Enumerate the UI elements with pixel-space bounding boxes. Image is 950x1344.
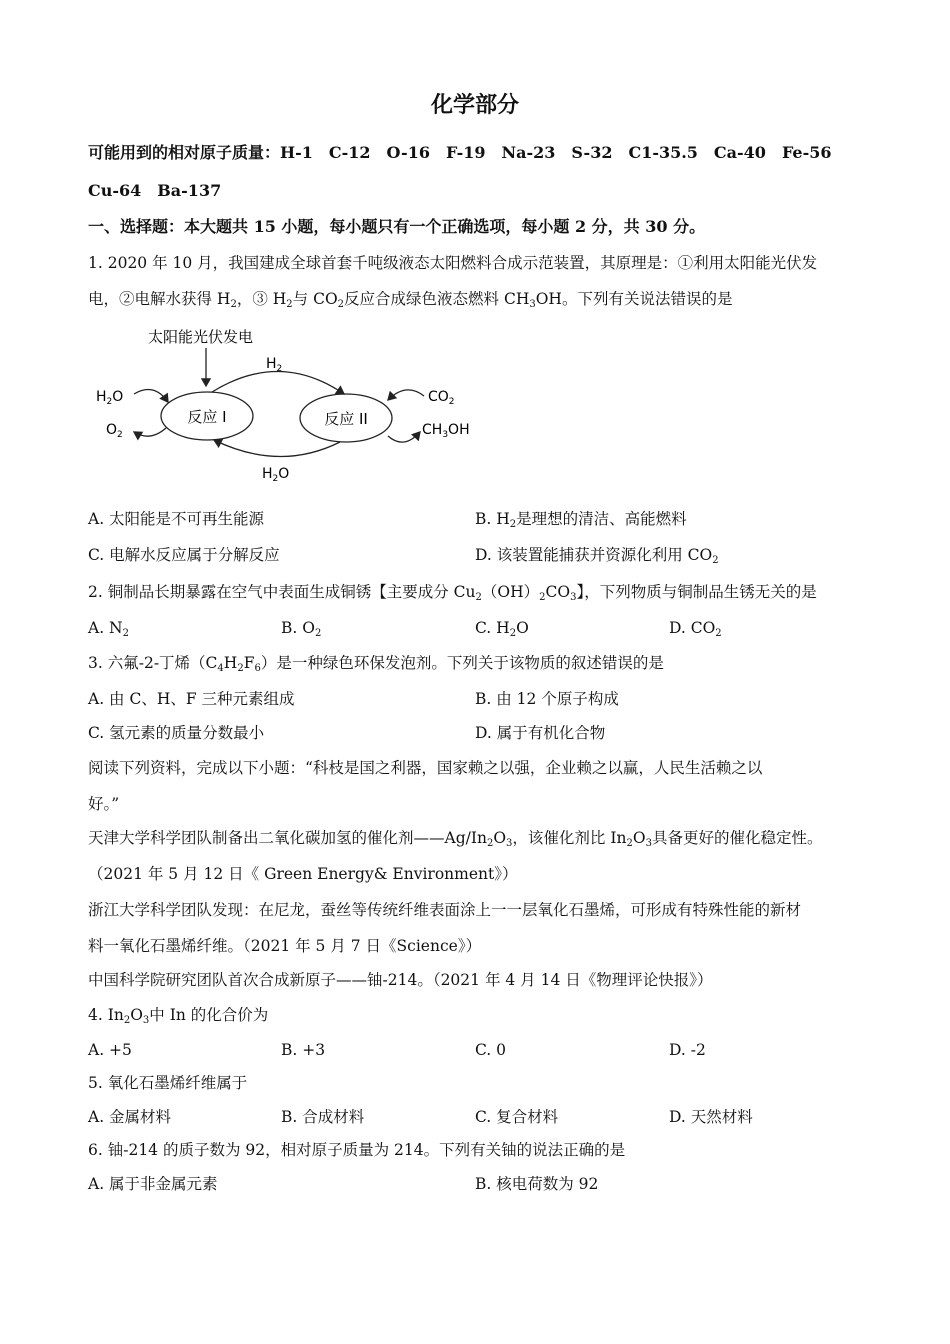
q1-stem-line-2: 电，②电解水获得 $H_2$，③ $H_2$与 $CO_2$反应合成绿色液态燃料 $CH_3OH$。下列有关说法错误的是: [88, 290, 733, 310]
reaction-1-label: 反应 I: [187, 408, 227, 426]
q1-option-c[interactable]: C. 电解水反应属于分解反应: [88, 546, 280, 564]
q3-option-a[interactable]: A. 由 C、H、F 三种元素组成: [88, 690, 295, 708]
q1-stem-line-1: 1. 2020 年 10 月，我国建成全球首套千吨级液态太阳燃料合成示范装置，其原理是：①利用太阳能光伏发: [88, 254, 818, 272]
q6-option-a[interactable]: A. 属于非金属元素: [88, 1175, 218, 1193]
atomic-masses-line-1: 可能用到的相对原子质量：H-1 C-12 O-16 F-19 Na-23 S-32 C1-35.5 Ca-40 Fe-56: [88, 143, 832, 162]
h2o-in-arrow: [134, 390, 168, 403]
q2-option-b[interactable]: B. $O_2$: [281, 619, 322, 639]
q4-option-a[interactable]: A. +5: [88, 1041, 132, 1059]
h2o-return-arrow: [214, 440, 340, 457]
h2-arrow: [212, 371, 344, 394]
q3-stem: 3. 六氟-2-丁烯$(C_4H_2F_6)$是一种绿色环保发泡剂。下列关于该物质的叙述错误的是: [88, 654, 664, 674]
q4-option-b[interactable]: B. +3: [281, 1041, 326, 1059]
q4-option-c[interactable]: C. 0: [475, 1041, 507, 1059]
reaction-2-label: 反应 II: [324, 410, 368, 428]
q6-stem: 6. 铀-214 的质子数为 92，相对原子质量为 214。下列有关铀的说法正确的是: [88, 1141, 626, 1159]
q2-option-d[interactable]: D. $CO_2$: [669, 619, 722, 639]
h2-label: $H_2$: [266, 356, 283, 374]
q5-option-a[interactable]: A. 金属材料: [88, 1108, 172, 1126]
co2-label: $CO_2$: [428, 389, 455, 407]
section-heading: 一、选择题：本大题共 15 小题，每小题只有一个正确选项，每小题 2 分，共 30 分。: [88, 217, 706, 236]
ch3oh-out-arrow: [388, 432, 420, 442]
q3-option-b[interactable]: B. 由 12 个原子构成: [475, 690, 619, 708]
q2-option-a[interactable]: A. $N_2$: [88, 619, 129, 639]
q3-option-d[interactable]: D. 属于有机化合物: [475, 724, 606, 742]
co2-in-arrow: [388, 390, 424, 400]
reading-intro-line-2: 好。”: [88, 795, 120, 813]
solar-fuel-diagram: [90, 322, 490, 490]
atomic-masses-line-2: Cu-64 Ba-137: [88, 181, 222, 200]
q5-stem: 5. 氧化石墨烯纤维属于: [88, 1074, 248, 1092]
q5-option-c[interactable]: C. 复合材料: [475, 1108, 559, 1126]
q1-option-b[interactable]: B. $H_2$是理想的清洁、高能燃料: [475, 510, 687, 530]
reading-cas: 中国科学院研究团队首次合成新原子——铀-214。（2021 年 4 月 14 日《物理评论快报》）: [88, 971, 713, 989]
h2o-bottom-label: $H_2O$: [262, 466, 290, 484]
q6-option-b[interactable]: B. 核电荷数为 92: [475, 1175, 599, 1193]
reading-intro-line-1: 阅读下列资料，完成以下小题：“科枝是国之利器，国家赖之以强，企业赖之以赢，人民生活赖之以: [88, 759, 763, 777]
reading-tianjin: 天津大学科学团队制备出二氧化碳加氢的催化剂$——Ag/In_2O_3$，该催化剂比 $In_2O_3$具备更好的催化稳定性。: [88, 829, 823, 849]
q1-option-d[interactable]: D. 该装置能捕获并资源化利用 $CO_2$: [475, 546, 719, 566]
q4-option-d[interactable]: D. -2: [669, 1041, 706, 1059]
solar-label: 太阳能光伏发电: [148, 328, 254, 346]
q5-option-b[interactable]: B. 合成材料: [281, 1108, 365, 1126]
reading-zhejiang-line-1: 浙江大学科学团队发现：在尼龙，蚕丝等传统纤维表面涂上一一层氧化石墨烯，可形成有特殊性能的新材: [88, 901, 802, 919]
h2o-left-label: $H_2O$: [96, 389, 124, 407]
o2-out-arrow: [134, 428, 166, 436]
q4-stem: 4. $In_2O_3$中 In 的化合价为: [88, 1006, 269, 1026]
q2-option-c[interactable]: C. $H_2O$: [475, 619, 529, 639]
q1-option-a[interactable]: A. 太阳能是不可再生能源: [88, 510, 265, 528]
q3-option-c[interactable]: C. 氢元素的质量分数最小: [88, 724, 265, 742]
o2-label: $O_2$: [106, 422, 123, 440]
q5-option-d[interactable]: D. 天然材料: [669, 1108, 753, 1126]
ch3oh-label: $CH_3OH$: [422, 422, 470, 440]
q2-stem: 2. 铜制品长期暴露在空气中表面生成铜锈【主要成分 $Cu_2(OH)_2CO_3$】，下列物质与铜制品生锈无关的是: [88, 583, 817, 603]
reading-zhejiang-line-2: 料一氧化石墨烯纤维。（2021 年 5 月 7 日《Science》）: [88, 937, 482, 955]
reading-tianjin-source: （2021 年 5 月 12 日《 Green Energy& Environment》）: [88, 865, 518, 883]
page-title: 化学部分: [430, 92, 519, 118]
